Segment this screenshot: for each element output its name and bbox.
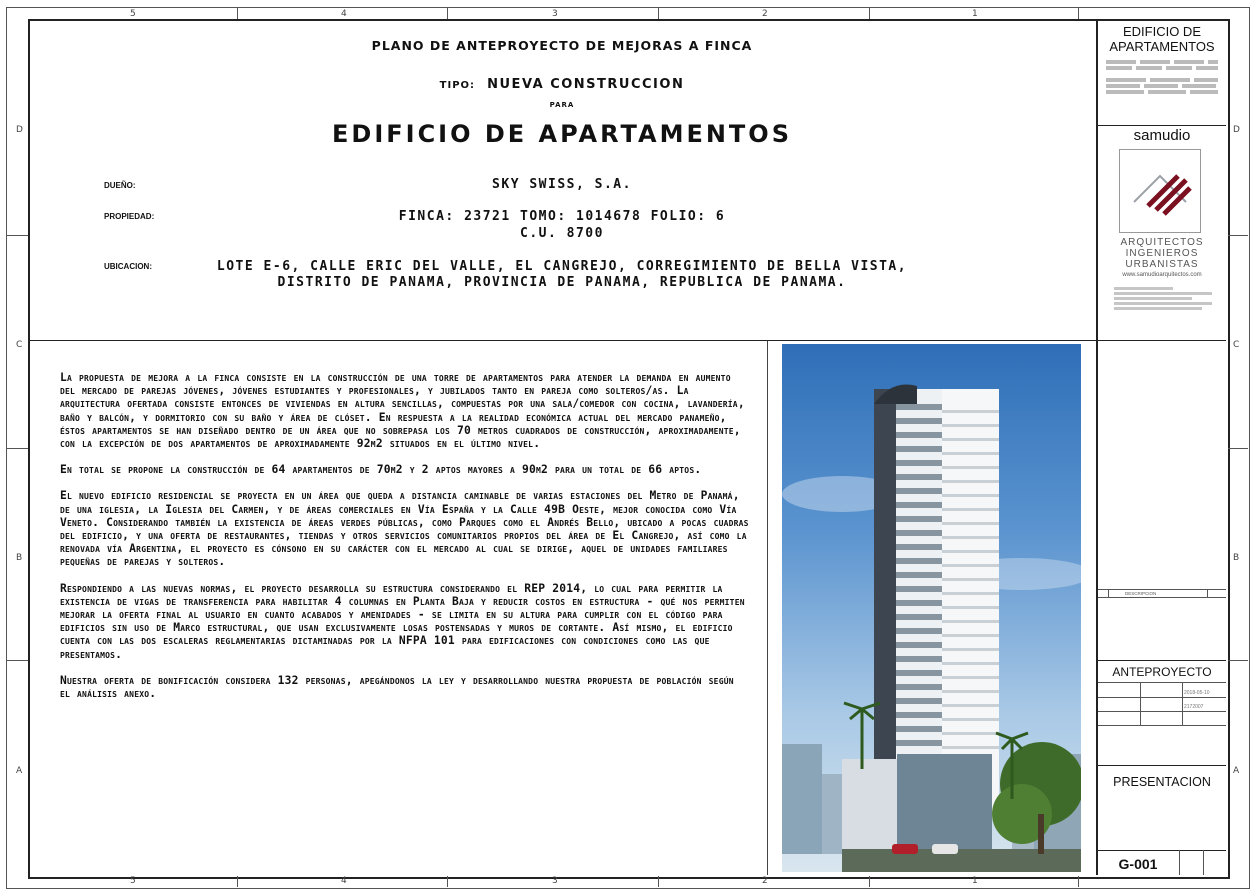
firm-contact-fine-print — [1114, 285, 1212, 312]
grid-tick — [1078, 876, 1079, 887]
tower-window-band — [896, 698, 942, 704]
grid-tick — [6, 235, 28, 236]
sheet-title: PRESENTACION — [1113, 775, 1211, 789]
grid-tick — [6, 448, 28, 449]
firm-name: samudio — [1133, 127, 1191, 144]
grid-col-4-bottom: 4 — [341, 876, 347, 886]
title-block-col-rule — [1203, 850, 1204, 875]
project-number: 2172007 — [1184, 704, 1204, 710]
propiedad-line-2: C.U. 8700 — [520, 226, 604, 241]
tower-balcony-band — [942, 704, 999, 707]
tower-window-band — [896, 726, 942, 732]
grid-tick — [1228, 235, 1248, 236]
grid-row-d-right: D — [1233, 125, 1240, 135]
description-paragraph-1: La propuesta de mejora a la finca consiste en la construcción de una torre de apartamentos para atender la demanda en aumento del mercado de parejas jóvenes, jóvenes estudiantes y profesionales, y jubilados tanto en pareja como solteros/as. La arquitectura ofertada consiste entonces de viviendas en altura sencillas, compuestas por una sala/comedor con cocina, lavandería, baño y balcón, y dormitorio con su baño y área de clóset. En respuesta a la realidad económica actual del mercado panameño, éstos apartamentos se han diseñado dentro de un área que no sobrepasa los 70 metros cuadrados de construcción, aproximadamente, con la excepción de dos apartamentos de aproximadamente 92m2 situados en el último nivel. — [60, 371, 745, 451]
tower-balcony-band — [942, 592, 999, 595]
grid-tick — [869, 876, 870, 887]
firm-disciplines — [1098, 237, 1226, 270]
grid-col-5-bottom: 5 — [130, 876, 136, 886]
main-title: EDIFICIO DE APARTAMENTOS — [332, 120, 792, 148]
tower-window-band — [896, 670, 942, 676]
tower-balcony-band — [942, 732, 999, 735]
title-block-rule — [1098, 850, 1226, 851]
ubicacion-label: UBICACION: — [104, 262, 152, 271]
title-block-col-rule — [1182, 682, 1183, 725]
tipo-label: TIPO: — [439, 80, 476, 91]
tower-balcony-band — [942, 746, 999, 749]
tower-window-band — [896, 628, 942, 634]
grid-col-2-top: 2 — [762, 9, 768, 19]
para-label: PARA — [549, 101, 575, 109]
tower-window-band — [896, 642, 942, 648]
firm-website: www.samudioarquitectos.com — [1122, 272, 1202, 278]
tower-balcony-band — [942, 578, 999, 581]
tower-balcony-band — [942, 718, 999, 721]
tower-window-band — [896, 446, 942, 452]
tower-balcony-band — [942, 424, 999, 427]
project-title-line-1: EDIFICIO DE — [1122, 24, 1201, 39]
tower-window-band — [896, 502, 942, 508]
tower-balcony-band — [942, 452, 999, 455]
firm-discipline-1: ARQUITECTOS — [1120, 237, 1204, 248]
tower-balcony-band — [942, 466, 999, 469]
building-rendering-svg — [782, 344, 1081, 872]
tower-balcony-band — [942, 662, 999, 665]
grid-col-3-bottom: 3 — [552, 876, 558, 886]
grid-col-1-top: 1 — [972, 9, 978, 19]
description-paragraph-2: En total se propone la construcción de 64 apartamentos de 70m2 y 2 aptos mayores a 90m2 para un total de 66 aptos. — [60, 463, 702, 477]
title-block-rule — [1098, 765, 1226, 766]
tower-balcony-band — [942, 410, 999, 413]
title-block-col-rule — [1140, 682, 1141, 725]
grid-tick — [237, 7, 238, 19]
grid-row-b-right: B — [1233, 553, 1240, 563]
title-block-rule — [1098, 125, 1226, 126]
project-title-line-2: APARTAMENTOS — [1109, 39, 1215, 54]
tower-window-band — [896, 460, 942, 466]
grid-row-c-right: C — [1233, 340, 1240, 350]
firm-logo-icon — [1120, 150, 1200, 232]
grid-tick — [1078, 7, 1079, 19]
firm-logo-box — [1119, 149, 1201, 233]
building-rendering — [782, 344, 1081, 872]
title-block-divider — [1096, 20, 1098, 875]
tower-balcony-band — [942, 522, 999, 525]
grid-row-c-left: C — [16, 340, 23, 350]
grid-row-d-left: D — [16, 125, 23, 135]
tower-window-band — [896, 474, 942, 480]
tower-balcony-band — [942, 634, 999, 637]
tower-window-band — [896, 516, 942, 522]
tower-balcony-band — [942, 550, 999, 553]
description-paragraph-5: Nuestra oferta de bonificación considera 132 personas, apegándonos la ley y desarrollando nuestra propuesta de población según el análisis anexo. — [60, 673, 734, 701]
title-block-rule — [1098, 725, 1226, 726]
tower-window-band — [896, 740, 942, 746]
sheet-number: G-001 — [1118, 856, 1158, 872]
tower-window-band — [896, 418, 942, 424]
tower-window-band — [896, 712, 942, 718]
grid-row-b-left: B — [16, 553, 23, 563]
text-image-divider — [767, 341, 768, 875]
tower-window-band — [896, 572, 942, 578]
revision-col-rule — [1207, 589, 1208, 597]
grid-row-a-left: A — [16, 766, 23, 776]
tower-balcony-band — [942, 508, 999, 511]
tower-balcony-band — [942, 606, 999, 609]
firm-discipline-3: URBANISTAS — [1125, 259, 1199, 270]
tower-balcony-band — [942, 676, 999, 679]
grid-tick — [658, 7, 659, 19]
grid-tick — [658, 876, 659, 887]
tower-window-band — [896, 544, 942, 550]
title-block-rule — [1098, 660, 1226, 661]
header-divider — [30, 340, 1096, 341]
project-description — [60, 371, 750, 713]
title-block-rule — [1098, 697, 1226, 698]
tower-window-band — [896, 488, 942, 494]
title-block-rule — [1098, 340, 1226, 341]
tower-window-band — [896, 558, 942, 564]
dueno-value: SKY SWISS, S.A. — [492, 177, 632, 192]
phase-label: ANTEPROYECTO — [1112, 665, 1212, 679]
grid-tick — [869, 7, 870, 19]
project-fine-print — [1106, 58, 1218, 96]
tower-window-band — [896, 432, 942, 438]
grid-col-3-top: 3 — [552, 9, 558, 19]
tower-window-band — [896, 614, 942, 620]
tipo-value: NUEVA CONSTRUCCION — [487, 77, 685, 92]
tower-window-band — [896, 404, 942, 410]
title-block-rule — [1098, 682, 1226, 683]
ubicacion-line-1: LOTE E-6, CALLE ERIC DEL VALLE, EL CANGREJO, CORREGIMIENTO DE BELLA VISTA, — [216, 259, 908, 274]
title-block-col-rule — [1179, 850, 1180, 875]
project-title-block — [1098, 24, 1226, 54]
tipo-line — [30, 73, 1094, 92]
tower-window-band — [896, 530, 942, 536]
tower-balcony-band — [942, 690, 999, 693]
firm-discipline-2: INGENIEROS — [1125, 248, 1199, 259]
tower-balcony-band — [942, 564, 999, 567]
grid-tick — [1228, 448, 1248, 449]
grid-tick — [447, 7, 448, 19]
issue-date: 2018-05-10 — [1184, 690, 1210, 696]
grid-col-1-bottom: 1 — [972, 876, 978, 886]
tower-balcony-band — [942, 480, 999, 483]
grid-col-4-top: 4 — [341, 9, 347, 19]
propiedad-line-1: FINCA: 23721 TOMO: 1014678 FOLIO: 6 — [398, 209, 726, 224]
tower-balcony-band — [942, 648, 999, 651]
grid-row-a-right: A — [1233, 766, 1240, 776]
grid-tick — [447, 876, 448, 887]
grid-tick — [237, 876, 238, 887]
description-paragraph-3: El nuevo edificio residencial se proyecta en un área que queda a distancia caminable de varias estaciones del Metro de Panamá, de una iglesia, la Iglesia del Carmen, y de áreas comerciales en Vía España y la Calle 49B Oeste, mejor conocida como Vía Veneto. Considerando también la existencia de áreas verdes públicas, como Parques como el Andrés Bello, ubicado a pocas cuadras del edificio, y una oferta de restaurantes, tiendas y otros servicios comunitarios propios del área de El Cangrejo, así como la renovada vía Argentina, el proyecto es cónsono en su carácter con el mercado al cual se dirige, aquel de unidades familiares pequeñas de parejas y solteros. — [60, 489, 749, 569]
tower-window-band — [896, 586, 942, 592]
tower-balcony-band — [942, 494, 999, 497]
description-paragraph-4: Respondiendo a las nuevas normas, el proyecto desarrolla su estructura considerando el REP 2014, lo cual para permitir la existencia de vigas de transferencia para habilitar 4 columnas en Planta Baja y reducir costos en estructura - qué nos permiten mejorar la oferta final al usuario en cuanto acabados y amenidades - se limita en su altura para cumplir con el código para edificios sin uso de Marco estructural, que usan exclusivamente losas postensadas y muros de cortante. Así mismo, el edificio cuenta con las dos escaleras reglamentarias dictaminadas por la NFPA 101 para edificaciones con condiciones como las que presentamos. — [60, 581, 745, 661]
grid-tick — [6, 660, 28, 661]
title-block-rule — [1098, 711, 1226, 712]
revision-rule — [1098, 597, 1226, 598]
tower-window-band — [896, 684, 942, 690]
tower-window-band — [896, 656, 942, 662]
dueno-label: DUEÑO: — [104, 181, 136, 190]
tower-balcony-band — [942, 536, 999, 539]
revision-col-rule — [1108, 589, 1109, 597]
grid-col-2-bottom: 2 — [762, 876, 768, 886]
grid-col-5-top: 5 — [130, 9, 136, 19]
grid-tick — [1228, 660, 1248, 661]
propiedad-label: PROPIEDAD: — [104, 212, 155, 221]
drawing-type-title: PLANO DE ANTEPROYECTO DE MEJORAS A FINCA — [371, 38, 753, 53]
ubicacion-line-2: DISTRITO DE PANAMA, PROVINCIA DE PANAMA, REPUBLICA DE PANAMA. — [277, 275, 847, 290]
tower-balcony-band — [942, 438, 999, 441]
tower-balcony-band — [942, 620, 999, 623]
revisions-header: DESCRIPCION — [1125, 591, 1157, 596]
tower-window-band — [896, 600, 942, 606]
